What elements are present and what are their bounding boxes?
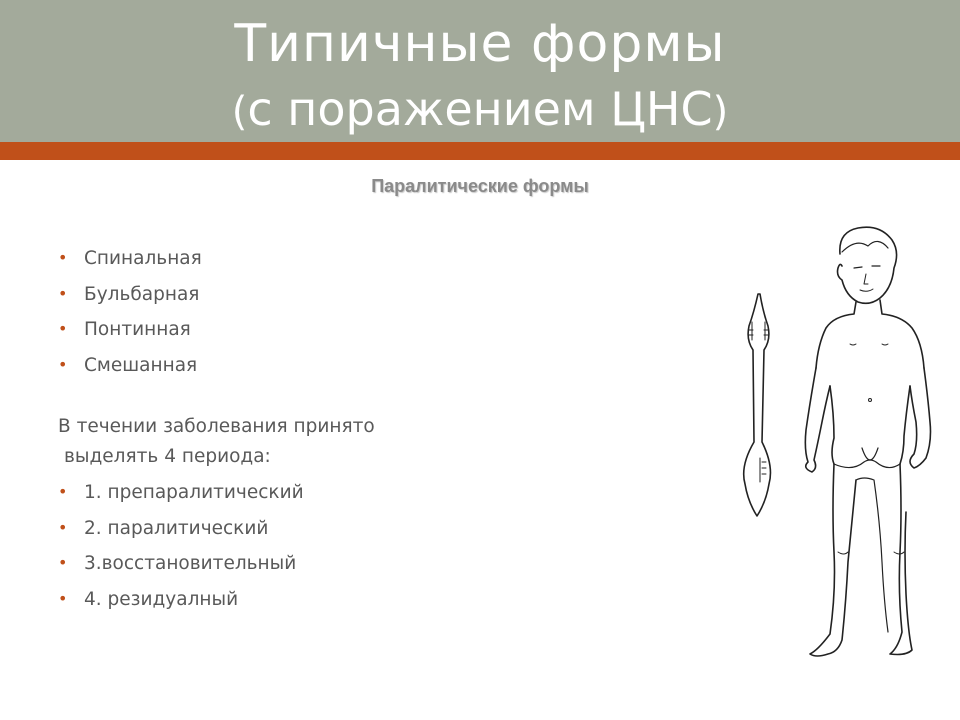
slide-title [0,10,960,143]
bullet-dot-icon: • [58,283,68,303]
title-open-paren: ( [231,89,248,135]
list-item-period [58,549,658,585]
title-close-paren: ) [712,89,729,135]
periods-list [58,478,658,620]
bullet-dot-icon: • [58,482,68,501]
list-item-form [58,244,658,280]
periods-intro-line-1: В течении заболевания принято [58,416,375,437]
bullet-dot-icon: • [58,319,68,338]
child-body-drawing [805,227,930,656]
form-label: Понтинная [84,319,191,340]
form-label: Бульбарная [84,283,200,305]
period-label: 1. препаралитический [84,482,304,503]
period-label: 2. паралитический [84,517,269,539]
period-label: 4. резидуалный [84,588,239,610]
list-item-period [58,514,658,550]
list-item-period [58,478,658,514]
child-paralysis-figure [730,222,955,672]
forms-list [58,244,658,386]
list-item-form [58,351,658,387]
list-item-form [58,315,658,351]
slide-subtitle: Паралитические формы [371,176,589,196]
bullet-dot-icon: • [58,588,68,608]
title-line-2-text: с поражением ЦНС [247,82,713,136]
spinal-cord-diagram [744,294,771,516]
periods-intro [58,412,658,478]
bullet-dot-icon: • [58,553,68,572]
bullet-dot-icon: • [58,517,68,537]
form-label: Смешанная [84,354,198,376]
title-line-1: Типичные формы [234,14,726,74]
title-line-2 [0,78,960,143]
period-label: 3.восстановительный [84,553,297,574]
list-item-form [58,280,658,316]
slide-content [58,244,658,620]
form-label: Спинальная [84,248,202,269]
bullet-dot-icon: • [58,248,68,267]
periods-intro-line-2: выделять 4 периода: [64,446,271,467]
list-item-period [58,585,658,621]
bullet-dot-icon: • [58,354,68,374]
accent-bar [0,142,960,160]
